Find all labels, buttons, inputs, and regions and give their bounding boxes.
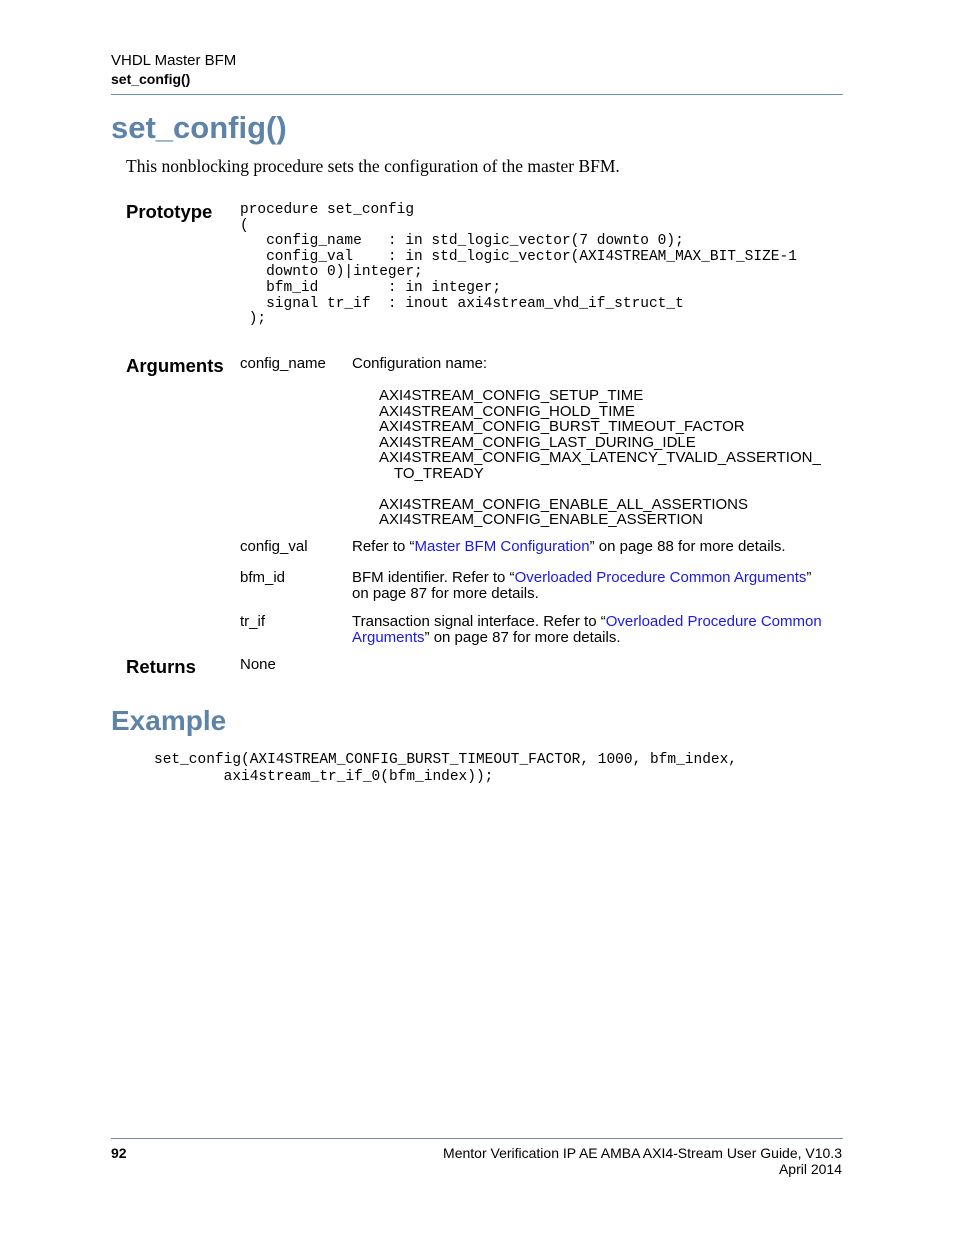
running-header-section: VHDL Master BFM — [111, 52, 237, 69]
config-value: TO_TREADY — [394, 464, 484, 482]
footer-rule — [111, 1138, 843, 1139]
running-header-subsection: set_config() — [111, 71, 191, 87]
code-line: axi4stream_tr_if_0(bfm_index)); — [154, 769, 494, 785]
config-value: AXI4STREAM_CONFIG_MAX_LATENCY_TVALID_ASSERTION_ — [379, 449, 821, 467]
arg-desc-config-name: Configuration name: — [352, 355, 488, 372]
arg-name-config-val: config_val — [240, 538, 308, 555]
code-line: procedure set_config — [240, 202, 415, 218]
prototype-code — [240, 203, 797, 328]
arg-name-tr-if: tr_if — [240, 613, 266, 630]
config-value: AXI4STREAM_CONFIG_ENABLE_ASSERTION — [379, 511, 703, 529]
arg-desc-bfm-id: BFM identifier. Refer to “Overloaded Procedure Common Arguments” on page 87 for more details. — [352, 569, 812, 602]
returns-label: Returns — [126, 656, 196, 677]
arg-desc-config-val: Refer to “Master BFM Configuration” on page 88 for more details. — [352, 538, 786, 555]
returns-value: None — [240, 656, 276, 673]
code-line: set_config(AXI4STREAM_CONFIG_BURST_TIMEOUT_FACTOR, 1000, bfm_index, — [154, 752, 737, 768]
code-line: downto 0)|integer; — [240, 264, 423, 281]
arg-desc-tr-if: Transaction signal interface. Refer to “Overloaded Procedure Common Arguments” on page 87 for more details. — [352, 613, 822, 646]
page-title: set_config() — [111, 110, 287, 145]
config-name-values — [379, 388, 821, 528]
arg-name-bfm-id: bfm_id — [240, 569, 286, 586]
intro-text: This nonblocking procedure sets the configuration of the master BFM. — [126, 156, 620, 176]
code-line: bfm_id : in integer; — [240, 279, 502, 296]
code-line: ); — [240, 311, 267, 328]
config-value: AXI4STREAM_CONFIG_ENABLE_ALL_ASSERTIONS — [379, 495, 749, 513]
config-value: AXI4STREAM_CONFIG_HOLD_TIME — [379, 402, 635, 420]
header-rule — [111, 94, 843, 95]
example-code — [154, 752, 737, 786]
page-number: 92 — [111, 1145, 127, 1161]
link-arguments[interactable]: Arguments — [352, 628, 425, 646]
link-overloaded-procedure-common-arguments[interactable]: Overloaded Procedure Common Arguments — [514, 569, 807, 586]
code-line: ( — [240, 217, 249, 234]
config-value: AXI4STREAM_CONFIG_LAST_DURING_IDLE — [379, 433, 696, 451]
link-overloaded-procedure-common[interactable]: Overloaded Procedure Common — [605, 613, 822, 630]
code-line: config_name : in std_logic_vector(7 downto 0); — [240, 233, 684, 250]
config-value: AXI4STREAM_CONFIG_SETUP_TIME — [379, 387, 644, 404]
prototype-label: Prototype — [126, 201, 213, 222]
code-line: config_val : in std_logic_vector(AXI4STREAM_MAX_BIT_SIZE-1 — [240, 248, 797, 265]
arguments-label: Arguments — [126, 355, 224, 376]
footer-doc-title: Mentor Verification IP AE AMBA AXI4-Stream User Guide, V10.3 — [443, 1145, 842, 1161]
arg-name-config-name: config_name — [240, 355, 326, 372]
code-line: signal tr_if : inout axi4stream_vhd_if_struct_t — [240, 295, 684, 312]
link-master-bfm-configuration[interactable]: Master BFM Configuration — [414, 538, 590, 555]
config-value: AXI4STREAM_CONFIG_BURST_TIMEOUT_FACTOR — [379, 418, 745, 436]
example-heading: Example — [111, 705, 227, 736]
footer-date: April 2014 — [778, 1161, 842, 1177]
